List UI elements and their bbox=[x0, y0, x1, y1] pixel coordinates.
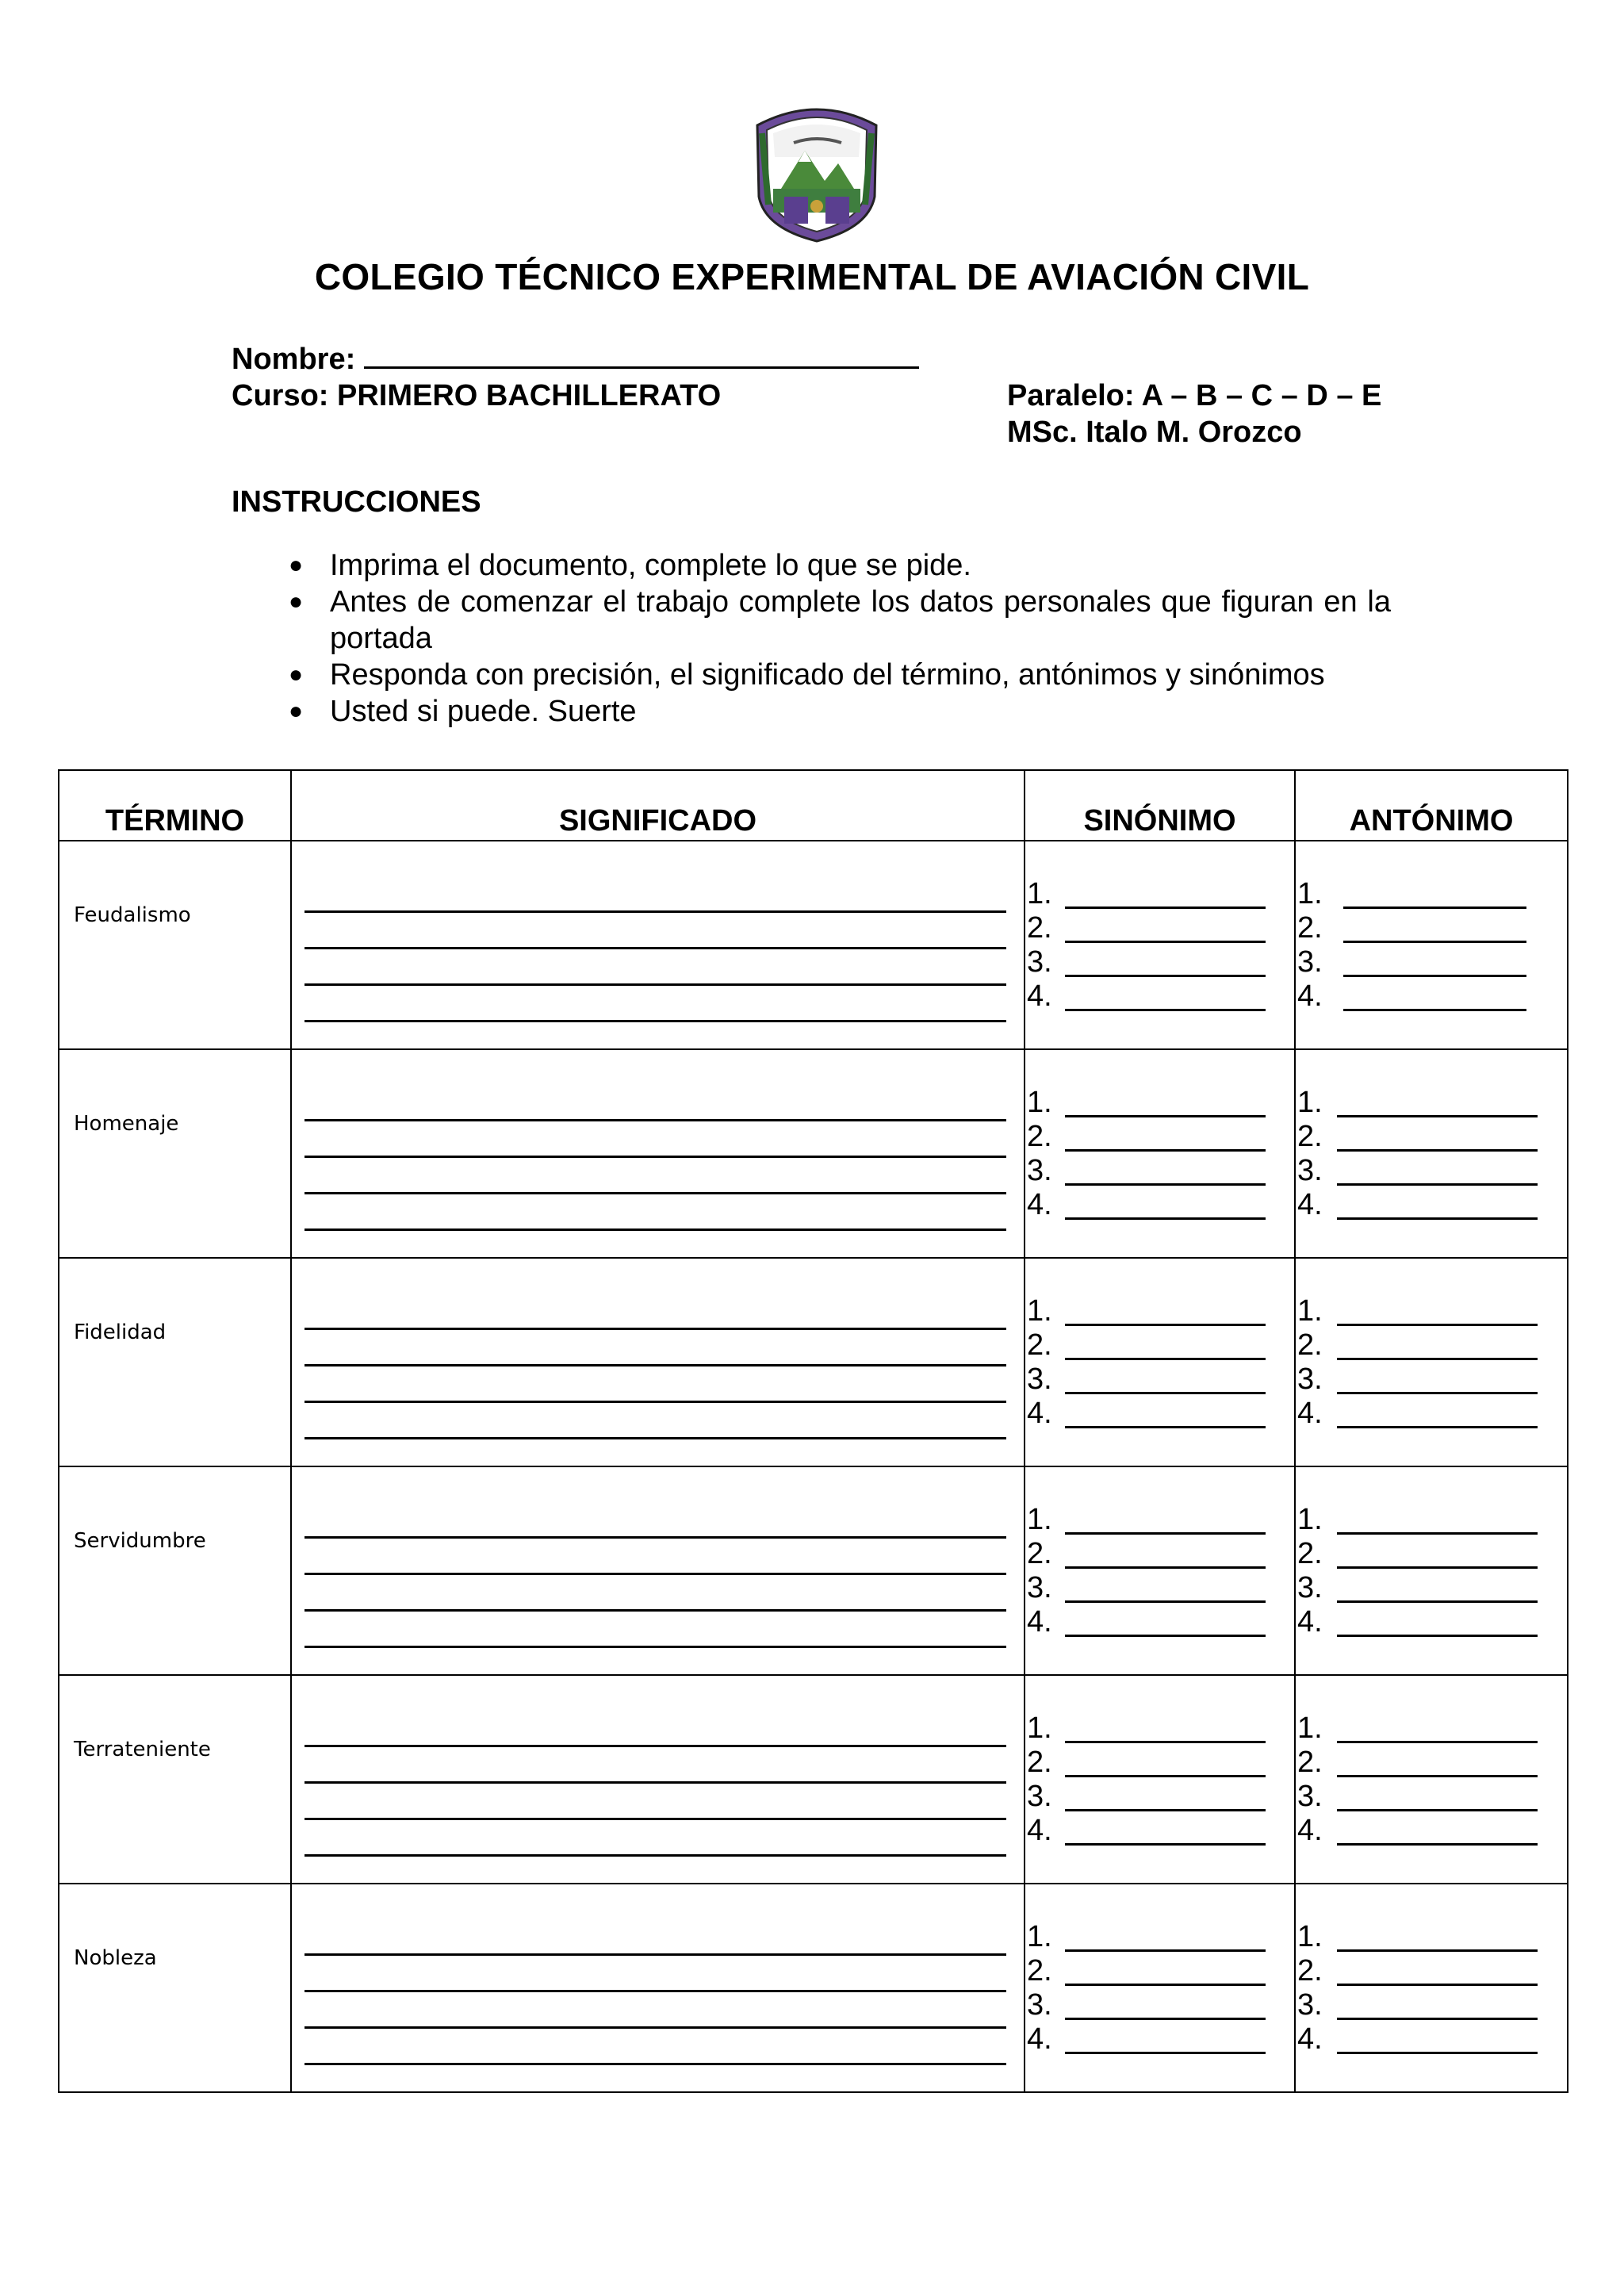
instruction-item: ● Usted si puede. Suerte bbox=[289, 695, 637, 728]
antonimo-item bbox=[1296, 1117, 1567, 1152]
sinonimo-item bbox=[1025, 1535, 1294, 1569]
antonimo-answer-line[interactable] bbox=[1337, 1714, 1538, 1743]
sinonimo-item bbox=[1025, 1186, 1294, 1220]
sinonimo-item bbox=[1025, 1986, 1294, 2020]
header-significado: SIGNIFICADO bbox=[291, 770, 1025, 841]
sinonimo-item bbox=[1025, 875, 1294, 909]
sinonimo-item bbox=[1025, 977, 1294, 1011]
antonimo-answer-line[interactable] bbox=[1337, 1573, 1538, 1603]
bullet-icon: ● bbox=[289, 588, 304, 615]
significado-cell bbox=[291, 1884, 1025, 2092]
table-row bbox=[59, 841, 1568, 1049]
sinonimo-item bbox=[1025, 1152, 1294, 1186]
table-row bbox=[59, 1675, 1568, 1884]
significado-answer-line[interactable] bbox=[304, 878, 1006, 913]
sinonimo-item bbox=[1025, 1569, 1294, 1603]
antonimo-item bbox=[1296, 1569, 1567, 1603]
antonimo-item bbox=[1296, 1709, 1567, 1743]
antonimo-answer-line[interactable] bbox=[1343, 982, 1526, 1011]
item-number: 1. bbox=[1027, 1920, 1052, 1953]
antonimo-item bbox=[1296, 943, 1567, 977]
table-row bbox=[59, 1884, 1568, 2092]
sinonimo-item bbox=[1025, 1777, 1294, 1811]
term-cell bbox=[59, 1258, 291, 1466]
antonimo-item bbox=[1296, 1777, 1567, 1811]
sinonimo-cell bbox=[1025, 1049, 1295, 1258]
significado-answer-line[interactable] bbox=[304, 1159, 1006, 1194]
sinonimo-cell bbox=[1025, 1466, 1295, 1675]
term-label: Servidumbre bbox=[74, 1529, 206, 1553]
item-number: 4. bbox=[1297, 1188, 1323, 1221]
sinonimo-answer-line[interactable] bbox=[1065, 914, 1266, 943]
antonimo-answer-line[interactable] bbox=[1337, 1156, 1538, 1186]
table-row bbox=[59, 1466, 1568, 1675]
item-number: 3. bbox=[1297, 945, 1323, 979]
item-number: 1. bbox=[1027, 1503, 1052, 1536]
item-number: 3. bbox=[1297, 1988, 1323, 2022]
item-number: 4. bbox=[1027, 1188, 1052, 1221]
significado-answer-line[interactable] bbox=[304, 1712, 1006, 1747]
sinonimo-answer-line[interactable] bbox=[1065, 1331, 1266, 1360]
nombre-input-line[interactable] bbox=[364, 366, 919, 369]
item-number: 4. bbox=[1027, 1605, 1052, 1639]
item-number: 2. bbox=[1297, 1954, 1323, 1987]
item-number: 4. bbox=[1297, 1814, 1323, 1847]
significado-cell bbox=[291, 1675, 1025, 1884]
significado-answer-line[interactable] bbox=[304, 1785, 1006, 1820]
antonimo-cell bbox=[1295, 1466, 1568, 1675]
item-number: 2. bbox=[1027, 1746, 1052, 1779]
antonimo-cell bbox=[1295, 841, 1568, 1049]
antonimo-item bbox=[1296, 1152, 1567, 1186]
significado-answer-line[interactable] bbox=[304, 1613, 1006, 1648]
significado-answer-line[interactable] bbox=[304, 1577, 1006, 1612]
sinonimo-answer-line[interactable] bbox=[1065, 1991, 1266, 2020]
significado-answer-line[interactable] bbox=[304, 1504, 1006, 1539]
sinonimo-item bbox=[1025, 1709, 1294, 1743]
significado-answer-line[interactable] bbox=[304, 1295, 1006, 1330]
item-number: 1. bbox=[1027, 1711, 1052, 1745]
sinonimo-answer-line[interactable] bbox=[1065, 1399, 1266, 1428]
instruction-item: ● Antes de comenzar el trabajo complete los datos personales que figuran en la portada bbox=[289, 585, 1391, 655]
item-number: 1. bbox=[1297, 1711, 1323, 1745]
sinonimo-answer-line[interactable] bbox=[1065, 1539, 1266, 1569]
antonimo-answer-line[interactable] bbox=[1337, 1297, 1538, 1326]
antonimo-cell bbox=[1295, 1258, 1568, 1466]
sinonimo-answer-line[interactable] bbox=[1065, 1190, 1266, 1220]
antonimo-answer-line[interactable] bbox=[1337, 1331, 1538, 1360]
item-number: 2. bbox=[1027, 1954, 1052, 1987]
teacher-name: MSc. Italo M. Orozco bbox=[1007, 416, 1302, 449]
item-number: 4. bbox=[1027, 979, 1052, 1013]
significado-answer-line[interactable] bbox=[304, 951, 1006, 986]
item-number: 4. bbox=[1297, 1397, 1323, 1430]
item-number: 2. bbox=[1297, 1746, 1323, 1779]
antonimo-cell bbox=[1295, 1675, 1568, 1884]
bullet-icon: ● bbox=[289, 661, 304, 688]
term-label: Terrateniente bbox=[74, 1738, 211, 1761]
antonimo-answer-line[interactable] bbox=[1337, 2025, 1538, 2054]
significado-answer-line[interactable] bbox=[304, 1921, 1006, 1956]
item-number: 3. bbox=[1297, 1154, 1323, 1187]
sinonimo-answer-line[interactable] bbox=[1065, 1505, 1266, 1535]
sinonimo-answer-line[interactable] bbox=[1065, 1816, 1266, 1846]
sinonimo-answer-line[interactable] bbox=[1065, 1782, 1266, 1811]
item-number: 1. bbox=[1027, 1086, 1052, 1119]
item-number: 2. bbox=[1027, 1537, 1052, 1570]
term-cell bbox=[59, 1049, 291, 1258]
curso-label: Curso: PRIMERO BACHILLERATO bbox=[232, 379, 722, 412]
term-label: Nobleza bbox=[74, 1946, 157, 1970]
significado-answer-line[interactable] bbox=[304, 1540, 1006, 1575]
sinonimo-item bbox=[1025, 1918, 1294, 1952]
item-number: 3. bbox=[1297, 1571, 1323, 1604]
antonimo-item bbox=[1296, 1986, 1567, 2020]
instruction-item: ● Imprima el documento, complete lo que se pide. bbox=[289, 549, 971, 582]
sinonimo-item bbox=[1025, 1952, 1294, 1986]
item-number: 3. bbox=[1297, 1363, 1323, 1396]
significado-cell bbox=[291, 1258, 1025, 1466]
sinonimo-answer-line[interactable] bbox=[1065, 982, 1266, 1011]
significado-answer-line[interactable] bbox=[304, 1123, 1006, 1158]
antonimo-answer-line[interactable] bbox=[1337, 1399, 1538, 1428]
paralelo-label: Paralelo: A – B – C – D – E bbox=[1007, 379, 1382, 412]
term-cell bbox=[59, 841, 291, 1049]
term-label: Homenaje bbox=[74, 1112, 179, 1136]
antonimo-answer-line[interactable] bbox=[1337, 1748, 1538, 1777]
significado-answer-line[interactable] bbox=[304, 1994, 1006, 2029]
item-number: 2. bbox=[1027, 1120, 1052, 1153]
significado-answer-line[interactable] bbox=[304, 914, 1006, 949]
item-number: 3. bbox=[1027, 1571, 1052, 1604]
sinonimo-item bbox=[1025, 1117, 1294, 1152]
header-antonimo: ANTÓNIMO bbox=[1295, 770, 1568, 841]
item-number: 3. bbox=[1027, 1988, 1052, 2022]
antonimo-cell bbox=[1295, 1884, 1568, 2092]
antonimo-item bbox=[1296, 909, 1567, 943]
item-number: 3. bbox=[1027, 1780, 1052, 1813]
sinonimo-item bbox=[1025, 1811, 1294, 1846]
item-number: 1. bbox=[1027, 877, 1052, 910]
sinonimo-answer-line[interactable] bbox=[1065, 1122, 1266, 1152]
instructions-heading: INSTRUCCIONES bbox=[232, 485, 481, 519]
antonimo-answer-line[interactable] bbox=[1337, 1782, 1538, 1811]
antonimo-item bbox=[1296, 875, 1567, 909]
item-number: 4. bbox=[1297, 1605, 1323, 1639]
sinonimo-cell bbox=[1025, 1675, 1295, 1884]
sinonimo-answer-line[interactable] bbox=[1065, 1156, 1266, 1186]
antonimo-answer-line[interactable] bbox=[1337, 1122, 1538, 1152]
table-row bbox=[59, 1258, 1568, 1466]
header-termino: TÉRMINO bbox=[59, 770, 291, 841]
antonimo-answer-line[interactable] bbox=[1337, 1505, 1538, 1535]
sinonimo-item bbox=[1025, 1360, 1294, 1394]
antonimo-answer-line[interactable] bbox=[1343, 880, 1526, 909]
item-number: 2. bbox=[1297, 1537, 1323, 1570]
sinonimo-cell bbox=[1025, 1258, 1295, 1466]
antonimo-item bbox=[1296, 1394, 1567, 1428]
sinonimo-cell bbox=[1025, 1884, 1295, 2092]
item-number: 2. bbox=[1027, 911, 1052, 945]
antonimo-answer-line[interactable] bbox=[1337, 1365, 1538, 1394]
item-number: 3. bbox=[1027, 1363, 1052, 1396]
sinonimo-answer-line[interactable] bbox=[1065, 1297, 1266, 1326]
antonimo-item bbox=[1296, 1743, 1567, 1777]
antonimo-answer-line[interactable] bbox=[1337, 1922, 1538, 1952]
sinonimo-item bbox=[1025, 1603, 1294, 1637]
sinonimo-answer-line[interactable] bbox=[1065, 1608, 1266, 1637]
item-number: 1. bbox=[1297, 1086, 1323, 1119]
significado-answer-line[interactable] bbox=[304, 1749, 1006, 1784]
nombre-label: Nombre: bbox=[232, 343, 356, 376]
significado-answer-line[interactable] bbox=[304, 1957, 1006, 1992]
instructions-list bbox=[232, 547, 1391, 730]
sinonimo-answer-line[interactable] bbox=[1065, 948, 1266, 977]
sinonimo-item bbox=[1025, 1743, 1294, 1777]
item-number: 1. bbox=[1297, 1503, 1323, 1536]
significado-cell bbox=[291, 1049, 1025, 1258]
antonimo-answer-line[interactable] bbox=[1337, 1816, 1538, 1846]
significado-answer-line[interactable] bbox=[304, 2030, 1006, 2065]
antonimo-cell bbox=[1295, 1049, 1568, 1258]
sinonimo-answer-line[interactable] bbox=[1065, 880, 1266, 909]
instruction-item: ● Responda con precisión, el significado del término, antónimos y sinónimos bbox=[289, 658, 1325, 692]
nombre-row bbox=[232, 343, 919, 377]
antonimo-answer-line[interactable] bbox=[1337, 1088, 1538, 1117]
sinonimo-answer-line[interactable] bbox=[1065, 1714, 1266, 1743]
antonimo-item bbox=[1296, 1186, 1567, 1220]
sinonimo-item bbox=[1025, 2020, 1294, 2054]
antonimo-item bbox=[1296, 1360, 1567, 1394]
sinonimo-item bbox=[1025, 909, 1294, 943]
antonimo-item bbox=[1296, 1326, 1567, 1360]
antonimo-item bbox=[1296, 1603, 1567, 1637]
sinonimo-answer-line[interactable] bbox=[1065, 1365, 1266, 1394]
item-number: 2. bbox=[1027, 1328, 1052, 1362]
antonimo-answer-line[interactable] bbox=[1337, 1957, 1538, 1986]
table-row bbox=[59, 1049, 1568, 1258]
sinonimo-item bbox=[1025, 1326, 1294, 1360]
term-label: Fidelidad bbox=[74, 1320, 167, 1344]
significado-cell bbox=[291, 1466, 1025, 1675]
item-number: 1. bbox=[1297, 1920, 1323, 1953]
significado-answer-line[interactable] bbox=[304, 1822, 1006, 1857]
item-number: 3. bbox=[1027, 945, 1052, 979]
sinonimo-answer-line[interactable] bbox=[1065, 2025, 1266, 2054]
header-sinonimo: SINÓNIMO bbox=[1025, 770, 1295, 841]
school-title: COLEGIO TÉCNICO EXPERIMENTAL DE AVIACIÓN CIVIL bbox=[314, 256, 1310, 297]
sinonimo-answer-line[interactable] bbox=[1065, 1573, 1266, 1603]
antonimo-item bbox=[1296, 1292, 1567, 1326]
table-body bbox=[59, 841, 1568, 2092]
antonimo-answer-line[interactable] bbox=[1343, 948, 1526, 977]
antonimo-item bbox=[1296, 1811, 1567, 1846]
significado-answer-line[interactable] bbox=[304, 987, 1006, 1022]
antonimo-item bbox=[1296, 1918, 1567, 1952]
item-number: 4. bbox=[1027, 1814, 1052, 1847]
term-cell bbox=[59, 1675, 291, 1884]
antonimo-item bbox=[1296, 977, 1567, 1011]
sinonimo-item bbox=[1025, 943, 1294, 977]
item-number: 2. bbox=[1297, 1120, 1323, 1153]
sinonimo-item bbox=[1025, 1394, 1294, 1428]
sinonimo-answer-line[interactable] bbox=[1065, 1922, 1266, 1952]
item-number: 3. bbox=[1027, 1154, 1052, 1187]
item-number: 2. bbox=[1297, 911, 1323, 945]
item-number: 1. bbox=[1297, 877, 1323, 910]
sinonimo-answer-line[interactable] bbox=[1065, 1088, 1266, 1117]
item-number: 4. bbox=[1297, 979, 1323, 1013]
term-cell bbox=[59, 1466, 291, 1675]
antonimo-item bbox=[1296, 1535, 1567, 1569]
school-crest-logo bbox=[749, 102, 884, 243]
antonimo-answer-line[interactable] bbox=[1337, 1991, 1538, 2020]
antonimo-item bbox=[1296, 1501, 1567, 1535]
item-number: 1. bbox=[1297, 1294, 1323, 1328]
antonimo-answer-line[interactable] bbox=[1337, 1608, 1538, 1637]
item-number: 4. bbox=[1027, 2022, 1052, 2056]
significado-cell bbox=[291, 841, 1025, 1049]
item-number: 4. bbox=[1297, 2022, 1323, 2056]
significado-answer-line[interactable] bbox=[304, 1332, 1006, 1366]
antonimo-item bbox=[1296, 1952, 1567, 1986]
bullet-icon: ● bbox=[289, 552, 304, 578]
item-number: 2. bbox=[1297, 1328, 1323, 1362]
antonimo-answer-line[interactable] bbox=[1337, 1190, 1538, 1220]
antonimo-answer-line[interactable] bbox=[1343, 914, 1526, 943]
sinonimo-answer-line[interactable] bbox=[1065, 1957, 1266, 1986]
antonimo-item bbox=[1296, 1083, 1567, 1117]
item-number: 1. bbox=[1027, 1294, 1052, 1328]
item-number: 3. bbox=[1297, 1780, 1323, 1813]
item-number: 4. bbox=[1027, 1397, 1052, 1430]
sinonimo-answer-line[interactable] bbox=[1065, 1748, 1266, 1777]
sinonimo-item bbox=[1025, 1083, 1294, 1117]
significado-answer-line[interactable] bbox=[304, 1196, 1006, 1231]
antonimo-item bbox=[1296, 2020, 1567, 2054]
table-header-row bbox=[59, 770, 1568, 841]
sinonimo-cell bbox=[1025, 841, 1295, 1049]
antonimo-answer-line[interactable] bbox=[1337, 1539, 1538, 1569]
vocabulary-table bbox=[58, 769, 1568, 2093]
sinonimo-item bbox=[1025, 1292, 1294, 1326]
term-cell bbox=[59, 1884, 291, 2092]
significado-answer-line[interactable] bbox=[304, 1368, 1006, 1403]
significado-answer-line[interactable] bbox=[304, 1405, 1006, 1439]
significado-answer-line[interactable] bbox=[304, 1087, 1006, 1121]
term-label: Feudalismo bbox=[74, 903, 191, 927]
bullet-icon: ● bbox=[289, 698, 304, 724]
sinonimo-item bbox=[1025, 1501, 1294, 1535]
